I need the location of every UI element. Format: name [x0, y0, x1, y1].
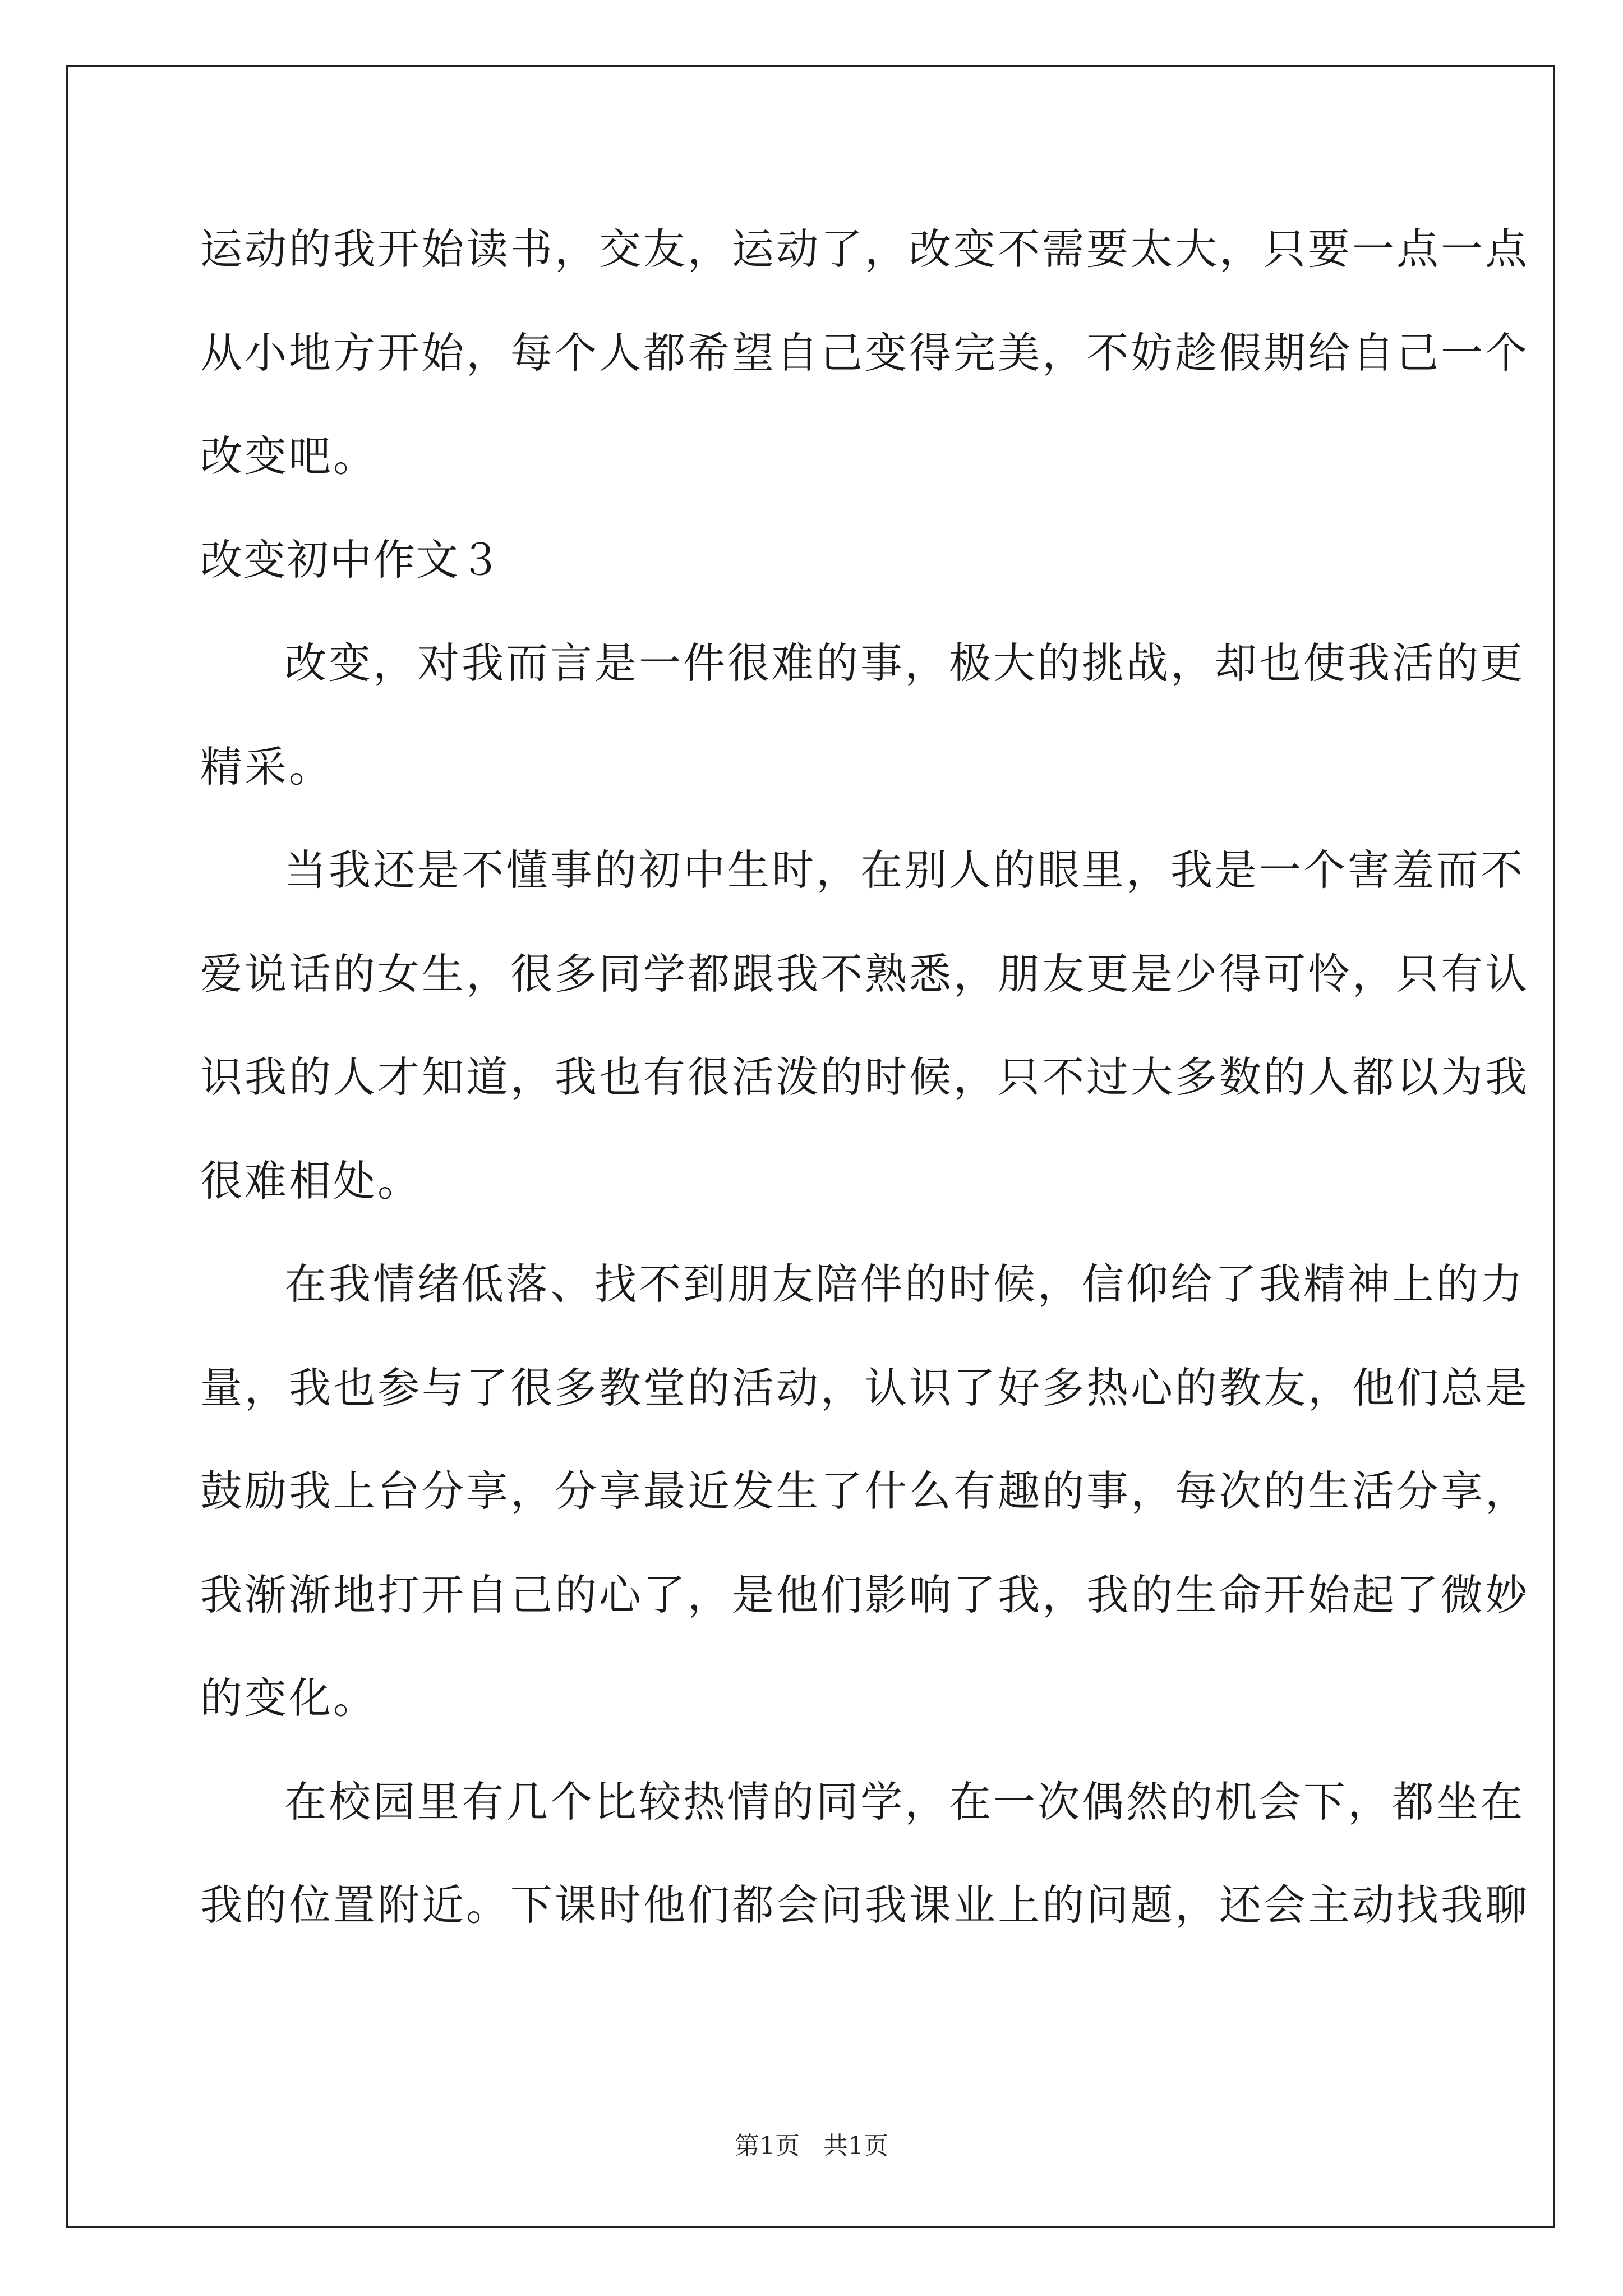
paragraph-line: 的变化。	[200, 1673, 378, 1723]
paragraph-line: 我的位置附近。下课时他们都会问我课业上的问题，还会主动找我聊	[200, 1880, 1530, 1930]
paragraph-line: 当我还是不懂事的初中生时，在别人的眼里，我是一个害羞而不	[284, 845, 1525, 895]
paragraph-line: 识我的人才知道，我也有很活泼的时候，只不过大多数的人都以为我	[200, 1052, 1530, 1102]
paragraph-line: 在我情绪低落、找不到朋友陪伴的时候，信仰给了我精神上的力	[284, 1259, 1525, 1309]
paragraph-line: 量，我也参与了很多教堂的活动，认识了好多热心的教友，他们总是	[200, 1363, 1530, 1412]
paragraph-line: 爱说话的女生，很多同学都跟我不熟悉，朋友更是少得可怜，只有认	[200, 949, 1530, 999]
paragraph-line: 精采。	[200, 742, 334, 792]
paragraph-line: 很难相处。	[200, 1156, 422, 1205]
paragraph-line: 从小地方开始，每个人都希望自己变得完美，不妨趁假期给自己一个	[200, 328, 1530, 378]
paragraph-line: 我渐渐地打开自己的心了，是他们影响了我，我的生命开始起了微妙	[200, 1570, 1530, 1619]
paragraph-line: 改变，对我而言是一件很难的事，极大的挑战，却也使我活的更	[284, 638, 1525, 688]
paragraph-line: 运动的我开始读书，交友，运动了，改变不需要太大，只要一点一点	[200, 224, 1530, 274]
paragraph-line: 鼓励我上台分享，分享最近发生了什么有趣的事，每次的生活分享，	[200, 1466, 1530, 1516]
page-number-footer: 第1页 共1页	[735, 2132, 888, 2160]
paragraph-line: 改变吧。	[200, 431, 378, 481]
document-body	[200, 215, 1530, 1975]
paragraph-line: 在校园里有几个比较热情的同学，在一次偶然的机会下，都坐在	[284, 1777, 1525, 1826]
section-heading: 改变初中作文３	[200, 535, 503, 585]
